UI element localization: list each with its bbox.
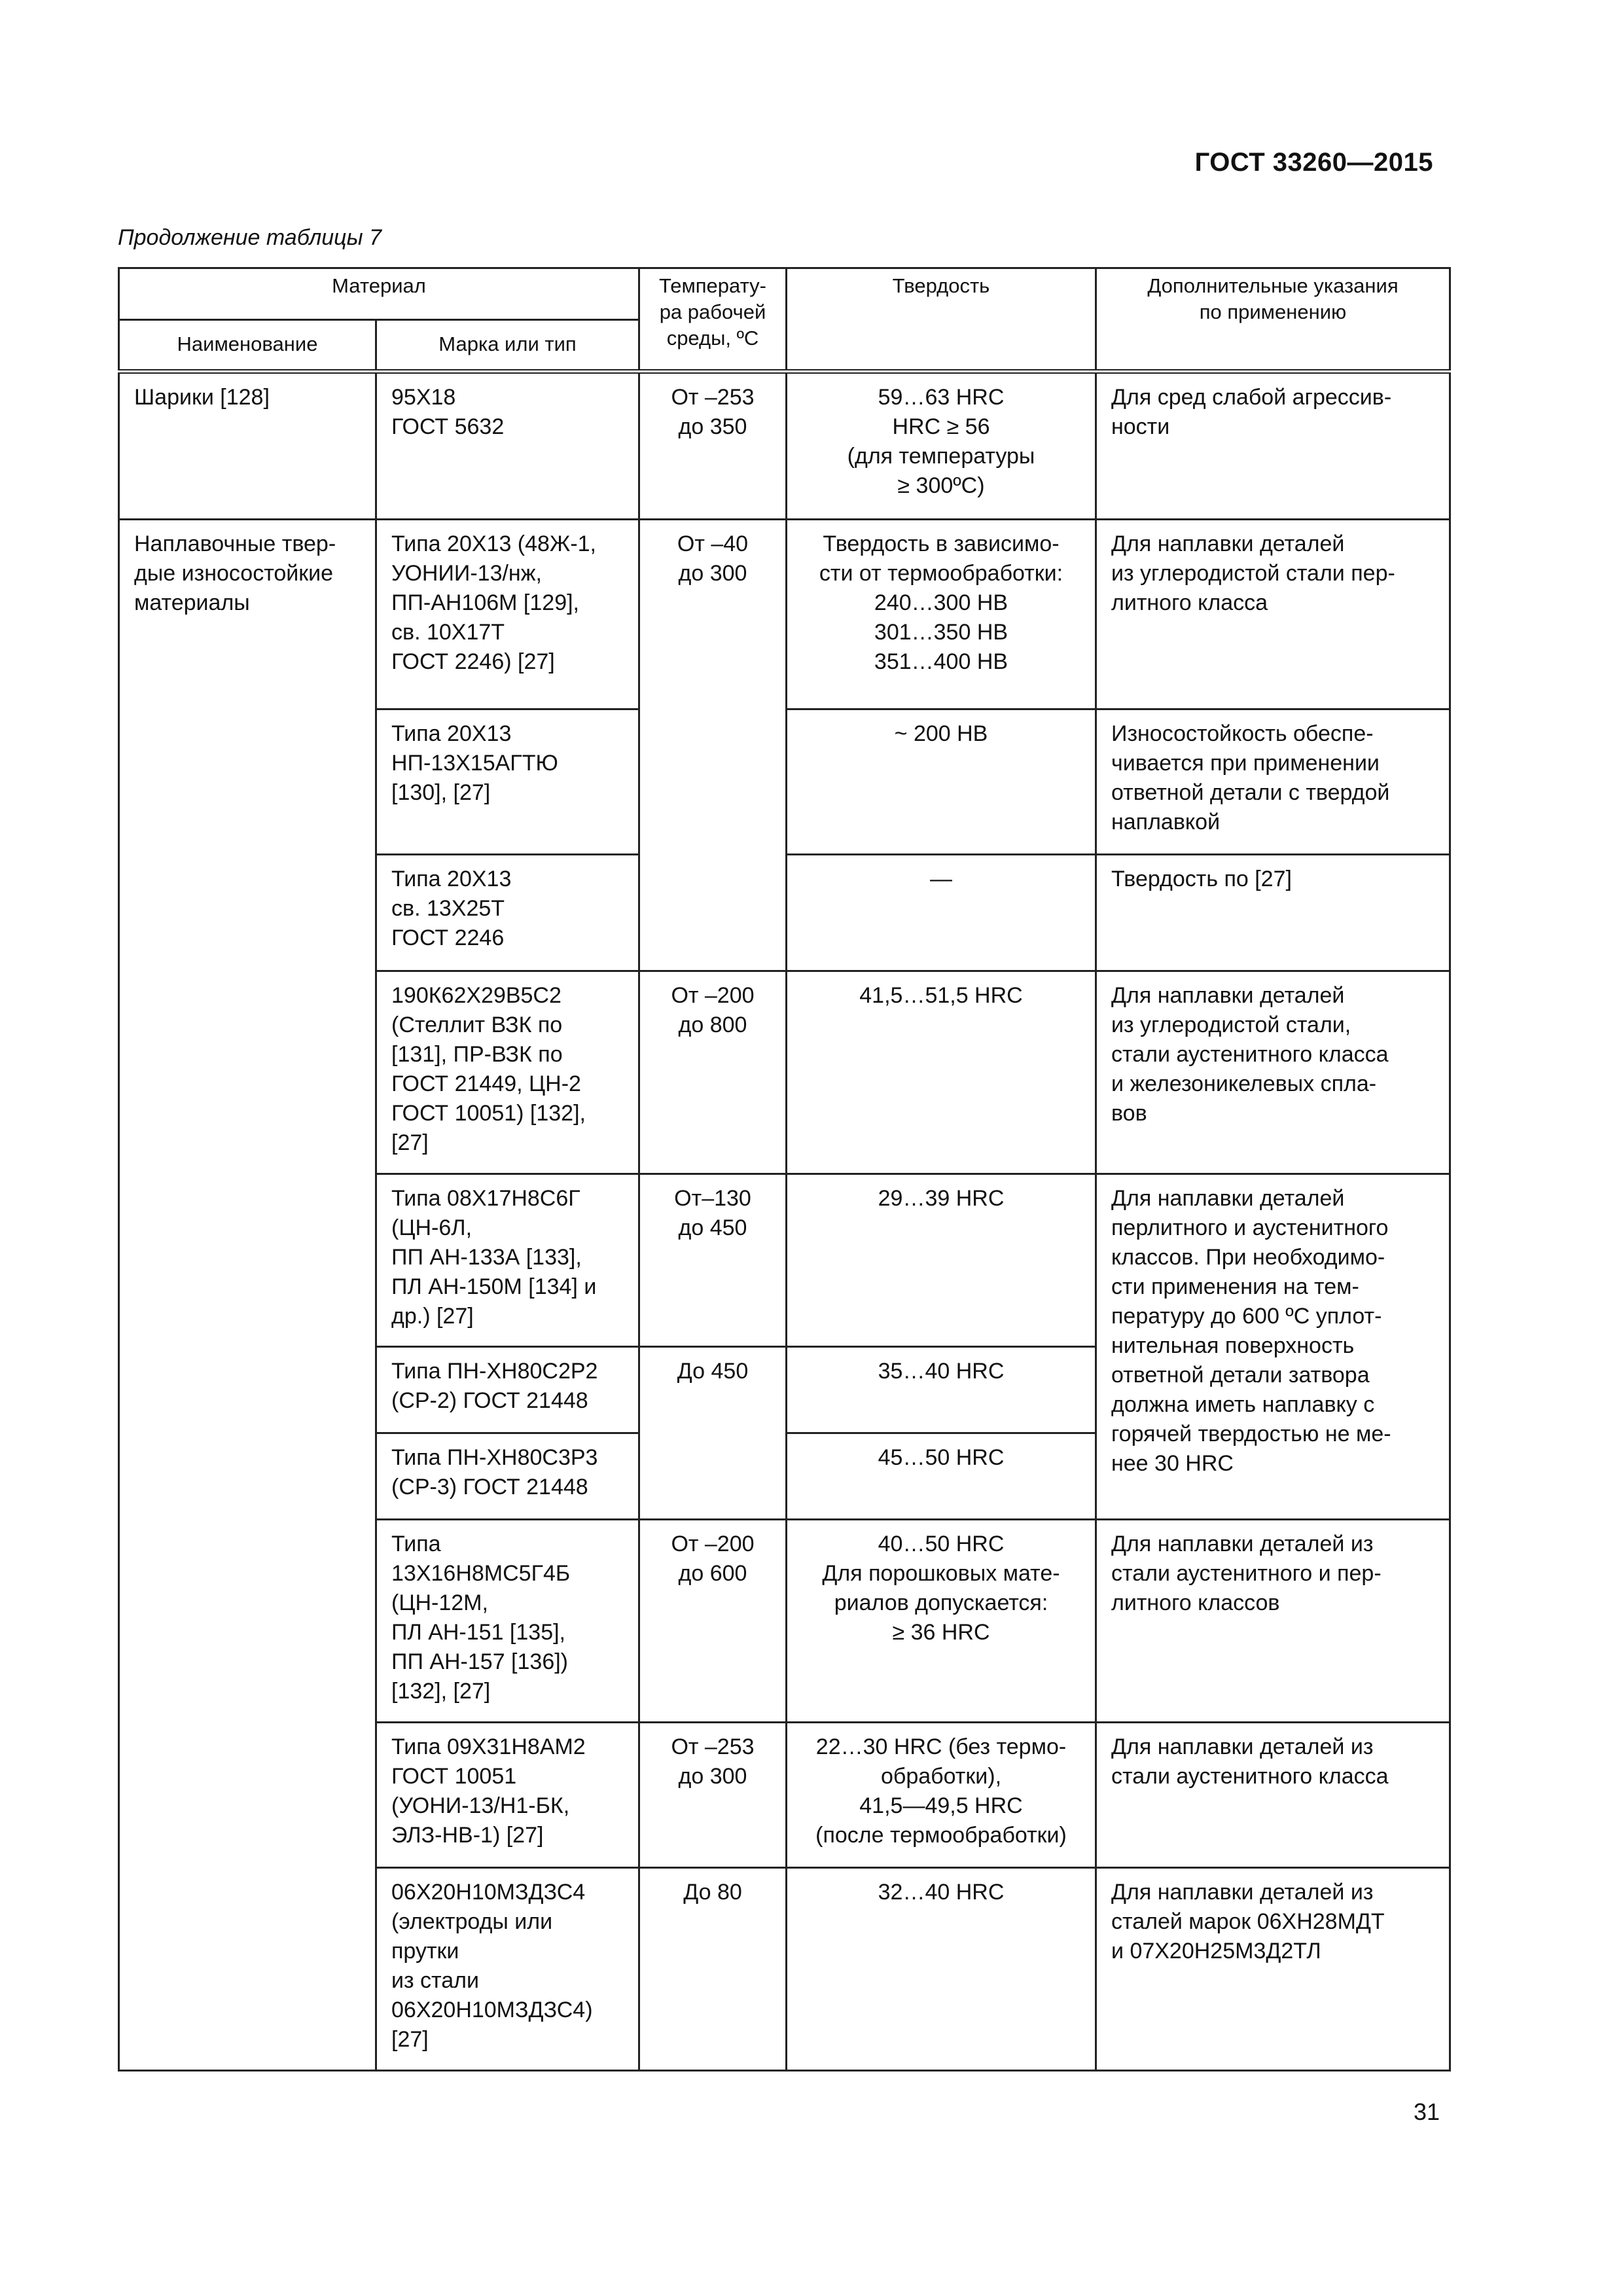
header-grade: Марка или тип bbox=[376, 320, 639, 372]
cell-name: Наплавочные твер- дые износостойкие материалы bbox=[119, 520, 376, 2071]
cell-hardness: 59…63 HRC HRC ≥ 56 (для температуры ≥ 300ºС) bbox=[787, 372, 1096, 520]
header-hardness: Твердость bbox=[787, 268, 1096, 372]
cell-notes: Для наплавки деталей из сталей марок 06ХН28МДТ и 07Х20Н25М3Д2ТЛ bbox=[1096, 1868, 1450, 2071]
cell-notes: Для наплавки деталей из углеродистой стали пер- литного класса bbox=[1096, 520, 1450, 709]
cell-temperature: До 450 bbox=[639, 1347, 787, 1520]
header-material: Материал bbox=[119, 268, 639, 320]
cell-hardness: ~ 200 НВ bbox=[787, 709, 1096, 855]
cell-grade: Типа 20Х13 св. 13Х25Т ГОСТ 2246 bbox=[376, 855, 639, 971]
cell-temperature: От –40 до 300 bbox=[639, 520, 787, 971]
cell-notes: Для наплавки деталей из стали аустенитного класса bbox=[1096, 1723, 1450, 1868]
cell-grade: Типа 13Х16Н8МС5Г4Б (ЦН-12М, ПЛ АН-151 [135], ПП АН-157 [136]) [132], [27] bbox=[376, 1520, 639, 1723]
cell-notes: Износостойкость обеспе- чивается при применении ответной детали с твердой наплавкой bbox=[1096, 709, 1450, 855]
cell-grade: Типа 09Х31Н8АМ2 ГОСТ 10051 (УОНИ-13/Н1-БК, ЭЛЗ-НВ-1) [27] bbox=[376, 1723, 639, 1868]
cell-hardness: 40…50 HRC Для порошковых мате- риалов допускается: ≥ 36 HRC bbox=[787, 1520, 1096, 1723]
cell-grade: Типа ПН-ХН80С3Р3 (СР-3) ГОСТ 21448 bbox=[376, 1433, 639, 1520]
cell-temperature: От –200 до 800 bbox=[639, 971, 787, 1174]
cell-hardness: 29…39 HRC bbox=[787, 1174, 1096, 1347]
header-name: Наименование bbox=[119, 320, 376, 372]
cell-hardness: 35…40 HRC bbox=[787, 1347, 1096, 1433]
cell-grade: Типа 20Х13 (48Ж-1, УОНИИ-13/нж, ПП-АН106М [129], св. 10Х17Т ГОСТ 2246) [27] bbox=[376, 520, 639, 709]
cell-hardness: 22…30 HRC (без термо- обработки), 41,5—49,5 HRC (после термообработки) bbox=[787, 1723, 1096, 1868]
cell-grade: Типа 08Х17Н8С6Г (ЦН-6Л, ПП АН-133А [133], ПЛ АН-150М [134] и др.) [27] bbox=[376, 1174, 639, 1347]
cell-notes: Для наплавки деталей из стали аустенитного и пер- литного классов bbox=[1096, 1520, 1450, 1723]
document-code: ГОСТ 33260—2015 bbox=[1194, 148, 1433, 177]
cell-temperature: От –253 до 350 bbox=[639, 372, 787, 520]
cell-hardness: — bbox=[787, 855, 1096, 971]
cell-temperature: До 80 bbox=[639, 1868, 787, 2071]
cell-hardness: 32…40 HRC bbox=[787, 1868, 1096, 2071]
cell-grade: Типа ПН-ХН80С2Р2 (СР-2) ГОСТ 21448 bbox=[376, 1347, 639, 1433]
cell-hardness: Твердость в зависимо- сти от термообработки: 240…300 НВ 301…350 НВ 351…400 НВ bbox=[787, 520, 1096, 709]
cell-notes: Твердость по [27] bbox=[1096, 855, 1450, 971]
cell-temperature: От–130 до 450 bbox=[639, 1174, 787, 1347]
cell-notes: Для наплавки деталей перлитного и аустенитного классов. При необходимо- сти применения на тем- пературу до 600 ºС уплот- нительная поверхность ответной детали затвора должна иметь наплавку с горячей твердостью не ме- нее 30 HRC bbox=[1096, 1174, 1450, 1520]
materials-table bbox=[118, 267, 1451, 2072]
table-caption: Продолжение таблицы 7 bbox=[118, 225, 382, 250]
cell-grade: 190К62Х29В5С2 (Стеллит ВЗК по [131], ПР-ВЗК по ГОСТ 21449, ЦН-2 ГОСТ 10051) [132], [27] bbox=[376, 971, 639, 1174]
table-row bbox=[119, 520, 1450, 709]
header-notes: Дополнительные указания по применению bbox=[1096, 268, 1450, 372]
cell-grade: 06Х20Н10МЗДЗС4 (электроды или прутки из стали 06Х20Н10МЗДЗС4) [27] bbox=[376, 1868, 639, 2071]
cell-temperature: От –200 до 600 bbox=[639, 1520, 787, 1723]
table-row bbox=[119, 372, 1450, 520]
cell-temperature: От –253 до 300 bbox=[639, 1723, 787, 1868]
page-number: 31 bbox=[1413, 2098, 1440, 2125]
cell-notes: Для наплавки деталей из углеродистой стали, стали аустенитного класса и железоникелевых спла- вов bbox=[1096, 971, 1450, 1174]
cell-name: Шарики [128] bbox=[119, 372, 376, 520]
header-temperature: Температу- ра рабочей среды, ºС bbox=[639, 268, 787, 372]
cell-grade: 95Х18 ГОСТ 5632 bbox=[376, 372, 639, 520]
cell-hardness: 45…50 HRC bbox=[787, 1433, 1096, 1520]
cell-notes: Для сред слабой агрессив- ности bbox=[1096, 372, 1450, 520]
cell-grade: Типа 20Х13 НП-13Х15АГТЮ [130], [27] bbox=[376, 709, 639, 855]
cell-hardness: 41,5…51,5 HRC bbox=[787, 971, 1096, 1174]
